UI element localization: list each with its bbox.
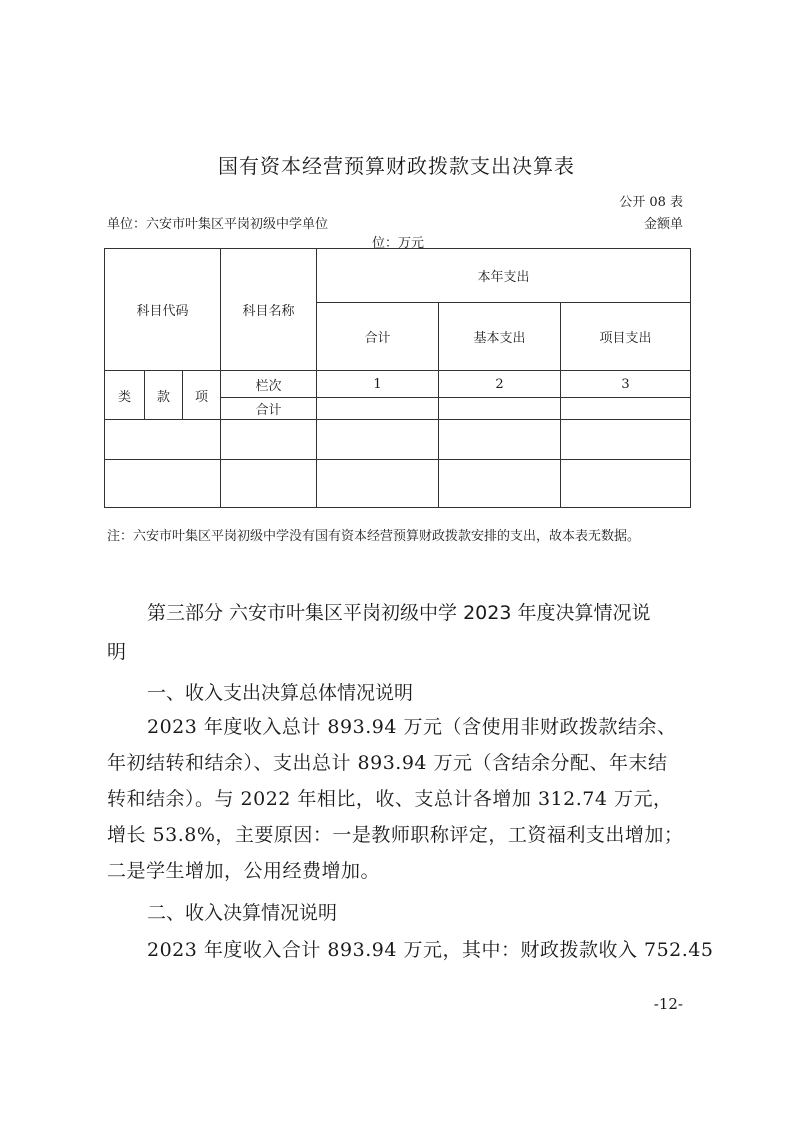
paragraph-line: 增长 53.8%，主要原因：一是教师职称评定，工资福利支出增加；: [107, 824, 684, 846]
table-row: [105, 420, 691, 460]
header-subject-code: 科目代码: [105, 249, 221, 371]
cell-empty: [317, 460, 439, 508]
cell-empty: [439, 460, 561, 508]
cell-empty: [317, 398, 439, 420]
page-number: -12-: [653, 995, 683, 1013]
cell-empty: [439, 420, 561, 460]
table-header-row: [105, 249, 691, 303]
subsection-heading-1: 一、收入支出决算总体情况说明: [147, 682, 414, 704]
page-title: 国有资本经营预算财政拨款支出决算表: [218, 154, 575, 178]
header-item: 项: [183, 371, 221, 420]
cell-empty: [221, 460, 317, 508]
header-total: 合计: [317, 303, 439, 371]
paragraph-line: 年初结转和结余）、支出总计 893.94 万元（含结余分配、年末结: [107, 752, 668, 774]
cell-empty: [221, 420, 317, 460]
header-project-expense: 项目支出: [561, 303, 691, 371]
cell-empty: [561, 460, 691, 508]
table-note: 注：六安市叶集区平岗初级中学没有国有资本经营预算财政拨款安排的支出，故本表无数据。: [107, 529, 641, 544]
cell-empty: [105, 420, 221, 460]
paragraph-line: 2023 年度收入合计 893.94 万元，其中：财政拨款收入 752.45: [147, 939, 714, 961]
table-row-column-no: [105, 371, 691, 398]
column-no-2: 2: [439, 371, 561, 398]
table-row: [105, 460, 691, 508]
cell-empty: [439, 398, 561, 420]
section-heading-line2: 明: [107, 641, 127, 663]
header-basic-expense: 基本支出: [439, 303, 561, 371]
header-section: 款: [145, 371, 183, 420]
paragraph-line: 二是学生增加，公用经费增加。: [107, 860, 381, 882]
paragraph-line: 转和结余）。与 2022 年相比，收、支总计各增加 312.74 万元，: [107, 788, 673, 810]
section-heading-line1: 第三部分 六安市叶集区平岗初级中学 2023 年度决算情况说: [147, 602, 651, 624]
column-no-3: 3: [561, 371, 691, 398]
cell-empty: [561, 420, 691, 460]
subsection-heading-2: 二、收入决算情况说明: [147, 902, 338, 924]
header-current-year-expense: 本年支出: [317, 249, 691, 303]
paragraph-line: 2023 年度收入总计 893.94 万元（含使用非财政拨款结余、: [147, 716, 677, 738]
column-no-1: 1: [317, 371, 439, 398]
cell-empty: [561, 398, 691, 420]
budget-table: [104, 248, 691, 508]
cell-empty: [317, 420, 439, 460]
amount-unit-line1: 金额单: [643, 217, 683, 232]
header-subject-name: 科目名称: [221, 249, 317, 371]
form-code: 公开 08 表: [619, 195, 683, 210]
row-label-total: 合计: [221, 398, 317, 420]
cell-empty: [105, 460, 221, 508]
row-label-column-no: 栏次: [221, 371, 317, 398]
unit-label: 单位：六安市叶集区平岗初级中学单位: [107, 217, 329, 232]
amount-unit-line2: 位：万元: [372, 236, 425, 251]
header-class: 类: [105, 371, 145, 420]
